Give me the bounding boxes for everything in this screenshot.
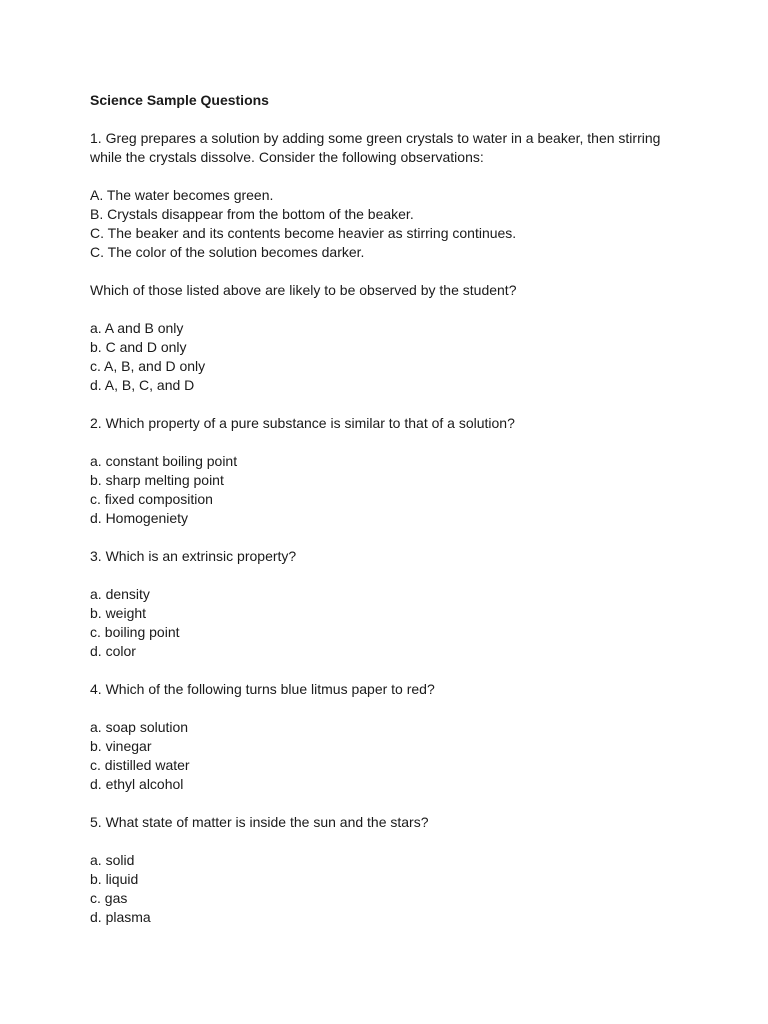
answer-option: a. soap solution [90, 719, 189, 735]
document-content [90, 91, 690, 946]
question-5-stem: 5. What state of matter is inside the sun and the stars? [90, 814, 429, 830]
question-1-observations [90, 186, 690, 262]
answer-option: a. density [90, 586, 150, 602]
question-2-options [90, 452, 690, 528]
question-1-options [90, 319, 690, 395]
answer-option: d. A, B, C, and D [90, 377, 195, 393]
answer-option: c. gas [90, 890, 128, 906]
question-5-options [90, 851, 690, 927]
answer-option: c. distilled water [90, 757, 190, 773]
answer-option: c. boiling point [90, 624, 180, 640]
answer-option: d. plasma [90, 909, 151, 925]
answer-option: b. weight [90, 605, 147, 621]
answer-option: b. C and D only [90, 339, 187, 355]
answer-option: b. sharp melting point [90, 472, 224, 488]
question-2-stem: 2. Which property of a pure substance is similar to that of a solution? [90, 415, 515, 431]
answer-option: b. vinegar [90, 738, 152, 754]
observation-item: C. The beaker and its contents become heavier as stirring continues. [90, 225, 517, 241]
document-title: Science Sample Questions [90, 92, 269, 108]
question-1-stem-line-2: while the crystals dissolve. Consider the following observations: [90, 149, 484, 165]
answer-option: a. solid [90, 852, 135, 868]
question-3-stem: 3. Which is an extrinsic property? [90, 548, 297, 564]
answer-option: d. color [90, 643, 136, 659]
answer-option: a. constant boiling point [90, 453, 238, 469]
observation-item: C. The color of the solution becomes darker. [90, 244, 365, 260]
question-4-options [90, 718, 690, 794]
answer-option: c. A, B, and D only [90, 358, 206, 374]
answer-option: c. fixed composition [90, 491, 213, 507]
question-1-prompt: Which of those listed above are likely to be observed by the student? [90, 282, 517, 298]
answer-option: d. ethyl alcohol [90, 776, 184, 792]
question-1-stem [90, 129, 690, 167]
answer-option: a. A and B only [90, 320, 184, 336]
answer-option: b. liquid [90, 871, 139, 887]
question-4-stem: 4. Which of the following turns blue litmus paper to red? [90, 681, 435, 697]
question-1-stem-line-1: 1. Greg prepares a solution by adding some green crystals to water in a beaker, then stirring [90, 130, 661, 146]
observation-item: B. Crystals disappear from the bottom of the beaker. [90, 206, 414, 222]
answer-option: d. Homogeniety [90, 510, 189, 526]
question-3-options [90, 585, 690, 661]
observation-item: A. The water becomes green. [90, 187, 274, 203]
